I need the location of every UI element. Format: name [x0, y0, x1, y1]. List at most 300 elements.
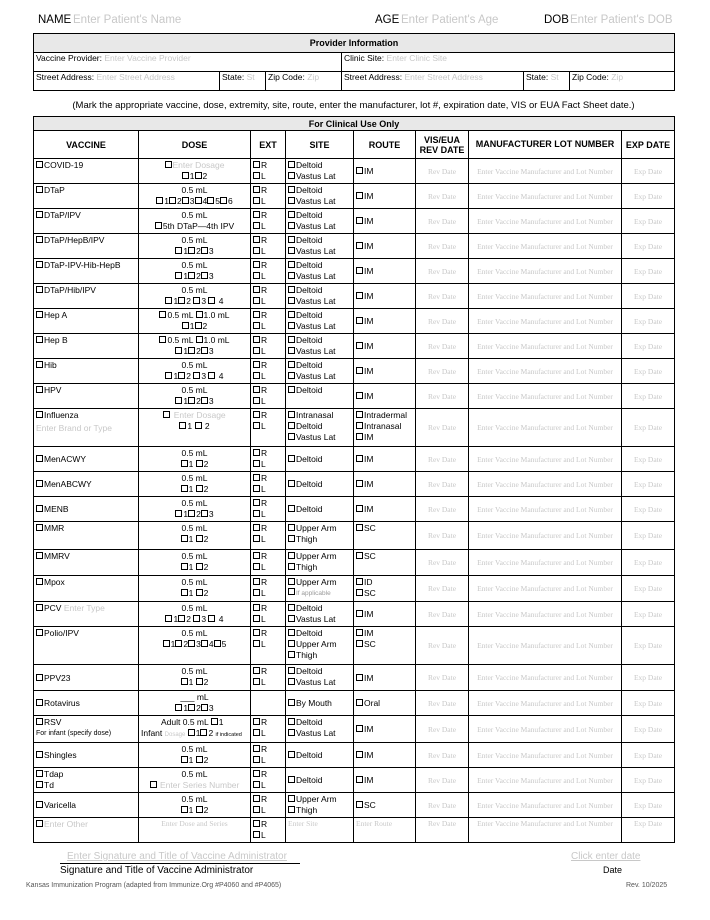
checkbox[interactable] — [253, 449, 260, 456]
rev-date-input[interactable]: Rev Date — [416, 576, 469, 602]
checkbox[interactable] — [253, 756, 260, 763]
checkbox[interactable] — [356, 552, 363, 559]
checkbox[interactable] — [356, 578, 363, 585]
checkbox[interactable] — [181, 806, 188, 813]
checkbox[interactable] — [175, 640, 182, 647]
checkbox[interactable] — [356, 699, 363, 706]
exp-date-input[interactable]: Exp Date — [622, 184, 675, 209]
checkbox[interactable] — [188, 640, 195, 647]
checkbox[interactable] — [253, 535, 260, 542]
checkbox[interactable] — [253, 485, 260, 492]
checkbox[interactable] — [182, 197, 189, 204]
checkbox[interactable] — [253, 678, 260, 685]
checkbox[interactable] — [288, 161, 295, 168]
checkbox[interactable] — [288, 578, 295, 585]
checkbox[interactable] — [193, 297, 200, 304]
checkbox[interactable] — [36, 186, 43, 193]
rev-date-input[interactable]: Rev Date — [416, 716, 469, 743]
checkbox[interactable] — [253, 563, 260, 570]
rev-date-input[interactable]: Rev Date — [416, 743, 469, 768]
rev-date-input[interactable]: Rev Date — [416, 447, 469, 472]
checkbox[interactable] — [253, 589, 260, 596]
rev-date-input[interactable]: Rev Date — [416, 234, 469, 259]
mfr-input[interactable]: Enter Vaccine Manufacturer and Lot Number — [469, 284, 622, 309]
mfr-input[interactable]: Enter Vaccine Manufacturer and Lot Number — [469, 665, 622, 691]
checkbox[interactable] — [195, 172, 202, 179]
checkbox[interactable] — [288, 286, 295, 293]
mfr-input[interactable]: Enter Vaccine Manufacturer and Lot Number — [469, 234, 622, 259]
checkbox[interactable] — [288, 197, 295, 204]
checkbox[interactable] — [288, 386, 295, 393]
patient-name-input[interactable]: Enter Patient's Name — [73, 14, 182, 26]
checkbox[interactable] — [36, 604, 43, 611]
checkbox[interactable] — [181, 756, 188, 763]
zip-input-1[interactable]: Zip — [307, 72, 320, 82]
checkbox[interactable] — [288, 588, 295, 595]
rev-date-input[interactable]: Rev Date — [416, 691, 469, 716]
checkbox[interactable] — [36, 699, 43, 706]
checkbox[interactable] — [356, 640, 363, 647]
checkbox[interactable] — [196, 589, 203, 596]
exp-date-input[interactable]: Exp Date — [622, 522, 675, 550]
checkbox[interactable] — [288, 433, 295, 440]
exp-date-input[interactable]: Exp Date — [622, 447, 675, 472]
checkbox[interactable] — [253, 795, 260, 802]
checkbox[interactable] — [356, 267, 363, 274]
mfr-input[interactable]: Enter Vaccine Manufacturer and Lot Number — [469, 716, 622, 743]
mfr-input[interactable]: Enter Vaccine Manufacturer and Lot Number — [469, 743, 622, 768]
checkbox[interactable] — [201, 704, 208, 711]
checkbox[interactable] — [195, 322, 202, 329]
checkbox[interactable] — [181, 485, 188, 492]
checkbox[interactable] — [288, 629, 295, 636]
clinic-site-input[interactable]: Enter Clinic Site — [386, 53, 447, 63]
rsv-dosage-input[interactable]: Dosage — [164, 732, 186, 738]
checkbox[interactable] — [253, 615, 260, 622]
checkbox[interactable] — [288, 247, 295, 254]
exp-date-input[interactable]: Exp Date — [622, 602, 675, 627]
exp-date-input[interactable]: Exp Date — [622, 309, 675, 334]
exp-date-input[interactable]: Exp Date — [622, 665, 675, 691]
checkbox[interactable] — [159, 311, 166, 318]
exp-date-input[interactable]: Exp Date — [622, 359, 675, 384]
checkbox[interactable] — [208, 297, 215, 304]
mfr-input[interactable]: Enter Vaccine Manufacturer and Lot Number — [469, 793, 622, 818]
checkbox[interactable] — [288, 751, 295, 758]
checkbox[interactable] — [253, 578, 260, 585]
checkbox[interactable] — [36, 552, 43, 559]
checkbox[interactable] — [188, 510, 195, 517]
checkbox[interactable] — [253, 197, 260, 204]
checkbox[interactable] — [253, 386, 260, 393]
checkbox[interactable] — [36, 361, 43, 368]
checkbox[interactable] — [175, 704, 182, 711]
checkbox[interactable] — [36, 770, 43, 777]
exp-date-input[interactable]: Exp Date — [622, 497, 675, 522]
checkbox[interactable] — [253, 261, 260, 268]
mfr-input[interactable]: Enter Vaccine Manufacturer and Lot Number — [469, 334, 622, 359]
checkbox[interactable] — [288, 455, 295, 462]
checkbox[interactable] — [159, 336, 166, 343]
checkbox[interactable] — [288, 640, 295, 647]
checkbox[interactable] — [253, 397, 260, 404]
checkbox[interactable] — [253, 781, 260, 788]
checkbox[interactable] — [253, 640, 260, 647]
checkbox[interactable] — [196, 460, 203, 467]
checkbox[interactable] — [181, 460, 188, 467]
checkbox[interactable] — [253, 745, 260, 752]
checkbox[interactable] — [253, 161, 260, 168]
rev-date-input[interactable]: Rev Date — [416, 409, 469, 447]
checkbox[interactable] — [163, 411, 170, 418]
checkbox[interactable] — [36, 161, 43, 168]
rev-date-input[interactable]: Rev Date — [416, 818, 469, 843]
checkbox[interactable] — [253, 247, 260, 254]
checkbox[interactable] — [207, 197, 214, 204]
checkbox[interactable] — [36, 718, 43, 725]
checkbox[interactable] — [288, 236, 295, 243]
checkbox[interactable] — [356, 725, 363, 732]
checkbox[interactable] — [156, 197, 163, 204]
other-route-input[interactable]: Enter Route — [354, 818, 416, 843]
checkbox[interactable] — [175, 272, 182, 279]
checkbox[interactable] — [288, 372, 295, 379]
dosage-input[interactable]: Enter Dosage — [173, 410, 226, 420]
mfr-input[interactable]: Enter Vaccine Manufacturer and Lot Number — [469, 159, 622, 184]
checkbox[interactable] — [253, 372, 260, 379]
checkbox[interactable] — [195, 422, 202, 429]
date-input[interactable]: Click enter date — [571, 851, 641, 862]
checkbox[interactable] — [288, 678, 295, 685]
checkbox[interactable] — [356, 411, 363, 418]
exp-date-input[interactable]: Exp Date — [622, 793, 675, 818]
mfr-input[interactable]: Enter Vaccine Manufacturer and Lot Number — [469, 522, 622, 550]
checkbox[interactable] — [288, 272, 295, 279]
other-dose-input[interactable]: Enter Dose and Series — [139, 818, 251, 843]
checkbox[interactable] — [36, 505, 43, 512]
patient-age-input[interactable]: Enter Patient's Age — [401, 14, 499, 26]
street-input-2[interactable]: Enter Street Address — [404, 72, 483, 82]
checkbox[interactable] — [193, 615, 200, 622]
checkbox[interactable] — [175, 510, 182, 517]
checkbox[interactable] — [253, 629, 260, 636]
rev-date-input[interactable]: Rev Date — [416, 522, 469, 550]
rev-date-input[interactable]: Rev Date — [416, 309, 469, 334]
checkbox[interactable] — [253, 806, 260, 813]
exp-date-input[interactable]: Exp Date — [622, 472, 675, 497]
checkbox[interactable] — [288, 297, 295, 304]
checkbox[interactable] — [253, 272, 260, 279]
state-input-1[interactable]: St — [246, 72, 255, 82]
checkbox[interactable] — [253, 667, 260, 674]
exp-date-input[interactable]: Exp Date — [622, 627, 675, 665]
checkbox[interactable] — [178, 615, 185, 622]
other-vaccine-input[interactable]: Enter Other — [44, 819, 88, 829]
mfr-input[interactable]: Enter Vaccine Manufacturer and Lot Number — [469, 497, 622, 522]
checkbox[interactable] — [288, 651, 295, 658]
checkbox[interactable] — [253, 361, 260, 368]
checkbox[interactable] — [288, 524, 295, 531]
checkbox[interactable] — [356, 317, 363, 324]
checkbox[interactable] — [253, 499, 260, 506]
checkbox[interactable] — [356, 776, 363, 783]
checkbox[interactable] — [253, 460, 260, 467]
checkbox[interactable] — [181, 678, 188, 685]
checkbox[interactable] — [36, 286, 43, 293]
checkbox[interactable] — [288, 729, 295, 736]
checkbox[interactable] — [208, 615, 215, 622]
rev-date-input[interactable]: Rev Date — [416, 284, 469, 309]
checkbox[interactable] — [356, 367, 363, 374]
exp-date-input[interactable]: Exp Date — [622, 716, 675, 743]
checkbox[interactable] — [288, 311, 295, 318]
checkbox[interactable] — [253, 311, 260, 318]
series-input[interactable]: Enter Series Number — [160, 780, 240, 790]
state-input-2[interactable]: St — [550, 72, 559, 82]
mfr-input[interactable]: Enter Vaccine Manufacturer and Lot Number — [469, 359, 622, 384]
exp-date-input[interactable]: Exp Date — [622, 334, 675, 359]
checkbox[interactable] — [211, 718, 218, 725]
mfr-input[interactable]: Enter Vaccine Manufacturer and Lot Number — [469, 768, 622, 793]
rev-date-input[interactable]: Rev Date — [416, 627, 469, 665]
checkbox[interactable] — [165, 161, 172, 168]
checkbox[interactable] — [165, 297, 172, 304]
brand-input[interactable]: Enter Brand or Type — [36, 423, 112, 433]
checkbox[interactable] — [193, 372, 200, 379]
checkbox[interactable] — [253, 297, 260, 304]
checkbox[interactable] — [288, 806, 295, 813]
rev-date-input[interactable]: Rev Date — [416, 384, 469, 409]
exp-date-input[interactable]: Exp Date — [622, 576, 675, 602]
checkbox[interactable] — [288, 776, 295, 783]
checkbox[interactable] — [288, 505, 295, 512]
checkbox[interactable] — [288, 563, 295, 570]
checkbox[interactable] — [356, 610, 363, 617]
checkbox[interactable] — [188, 397, 195, 404]
exp-date-input[interactable]: Exp Date — [622, 768, 675, 793]
checkbox[interactable] — [36, 411, 43, 418]
checkbox[interactable] — [288, 211, 295, 218]
checkbox[interactable] — [181, 563, 188, 570]
checkbox[interactable] — [356, 505, 363, 512]
checkbox[interactable] — [356, 433, 363, 440]
checkbox[interactable] — [288, 336, 295, 343]
checkbox[interactable] — [288, 480, 295, 487]
checkbox[interactable] — [253, 552, 260, 559]
checkbox[interactable] — [196, 485, 203, 492]
checkbox[interactable] — [253, 336, 260, 343]
checkbox[interactable] — [253, 820, 260, 827]
checkbox[interactable] — [288, 222, 295, 229]
checkbox[interactable] — [253, 322, 260, 329]
checkbox[interactable] — [356, 217, 363, 224]
checkbox[interactable] — [36, 781, 43, 788]
checkbox[interactable] — [179, 422, 186, 429]
checkbox[interactable] — [175, 347, 182, 354]
checkbox[interactable] — [288, 361, 295, 368]
checkbox[interactable] — [288, 322, 295, 329]
checkbox[interactable] — [182, 322, 189, 329]
checkbox[interactable] — [220, 197, 227, 204]
checkbox[interactable] — [188, 272, 195, 279]
rev-date-input[interactable]: Rev Date — [416, 359, 469, 384]
checkbox[interactable] — [36, 578, 43, 585]
checkbox[interactable] — [356, 192, 363, 199]
checkbox[interactable] — [253, 211, 260, 218]
checkbox[interactable] — [253, 510, 260, 517]
checkbox[interactable] — [288, 172, 295, 179]
checkbox[interactable] — [288, 261, 295, 268]
checkbox[interactable] — [196, 311, 203, 318]
checkbox[interactable] — [253, 286, 260, 293]
checkbox[interactable] — [253, 172, 260, 179]
checkbox[interactable] — [181, 535, 188, 542]
checkbox[interactable] — [196, 806, 203, 813]
checkbox[interactable] — [201, 247, 208, 254]
mfr-input[interactable]: Enter Vaccine Manufacturer and Lot Number — [469, 409, 622, 447]
checkbox[interactable] — [178, 372, 185, 379]
checkbox[interactable] — [150, 781, 157, 788]
checkbox[interactable] — [36, 261, 43, 268]
checkbox[interactable] — [196, 336, 203, 343]
mfr-input[interactable]: Enter Vaccine Manufacturer and Lot Number — [469, 309, 622, 334]
mfr-input[interactable]: Enter Vaccine Manufacturer and Lot Number — [469, 209, 622, 234]
zip-input-2[interactable]: Zip — [611, 72, 624, 82]
checkbox[interactable] — [36, 211, 43, 218]
checkbox[interactable] — [288, 699, 295, 706]
checkbox[interactable] — [155, 222, 162, 229]
checkbox[interactable] — [36, 336, 43, 343]
mfr-input[interactable]: Enter Vaccine Manufacturer and Lot Number — [469, 384, 622, 409]
street-input-1[interactable]: Enter Street Address — [96, 72, 175, 82]
checkbox[interactable] — [36, 820, 43, 827]
checkbox[interactable] — [36, 524, 43, 531]
rev-date-input[interactable]: Rev Date — [416, 184, 469, 209]
checkbox[interactable] — [356, 167, 363, 174]
checkbox[interactable] — [36, 386, 43, 393]
checkbox[interactable] — [201, 272, 208, 279]
checkbox[interactable] — [253, 718, 260, 725]
checkbox[interactable] — [36, 751, 43, 758]
checkbox[interactable] — [201, 347, 208, 354]
checkbox[interactable] — [253, 347, 260, 354]
exp-date-input[interactable]: Exp Date — [622, 284, 675, 309]
mfr-input[interactable]: Enter Vaccine Manufacturer and Lot Number — [469, 627, 622, 665]
checkbox[interactable] — [196, 756, 203, 763]
checkbox[interactable] — [214, 640, 221, 647]
checkbox[interactable] — [175, 247, 182, 254]
mfr-input[interactable]: Enter Vaccine Manufacturer and Lot Number — [469, 576, 622, 602]
checkbox[interactable] — [288, 615, 295, 622]
checkbox[interactable] — [163, 640, 170, 647]
exp-date-input[interactable]: Exp Date — [622, 159, 675, 184]
checkbox[interactable] — [288, 795, 295, 802]
checkbox[interactable] — [356, 422, 363, 429]
checkbox[interactable] — [356, 392, 363, 399]
checkbox[interactable] — [36, 311, 43, 318]
exp-date-input[interactable]: Exp Date — [622, 743, 675, 768]
checkbox[interactable] — [253, 474, 260, 481]
checkbox[interactable] — [178, 297, 185, 304]
checkbox[interactable] — [195, 197, 202, 204]
checkbox[interactable] — [36, 629, 43, 636]
pcv-type-input[interactable]: Enter Type — [63, 603, 105, 613]
checkbox[interactable] — [188, 729, 195, 736]
checkbox[interactable] — [208, 372, 215, 379]
rev-date-input[interactable]: Rev Date — [416, 550, 469, 576]
exp-date-input[interactable]: Exp Date — [622, 691, 675, 716]
checkbox[interactable] — [288, 411, 295, 418]
checkbox[interactable] — [182, 172, 189, 179]
mfr-input[interactable]: Enter Vaccine Manufacturer and Lot Number — [469, 184, 622, 209]
checkbox[interactable] — [165, 615, 172, 622]
rev-date-input[interactable]: Rev Date — [416, 159, 469, 184]
checkbox[interactable] — [36, 236, 43, 243]
checkbox[interactable] — [201, 397, 208, 404]
mfr-input[interactable]: Enter Vaccine Manufacturer and Lot Number — [469, 447, 622, 472]
checkbox[interactable] — [36, 455, 43, 462]
exp-date-input[interactable]: Exp Date — [622, 209, 675, 234]
checkbox[interactable] — [356, 751, 363, 758]
checkbox[interactable] — [288, 667, 295, 674]
checkbox[interactable] — [253, 422, 260, 429]
exp-date-input[interactable]: Exp Date — [622, 409, 675, 447]
dosage-input[interactable]: Enter Dosage — [172, 160, 225, 170]
mfr-input[interactable]: Enter Vaccine Manufacturer and Lot Number — [469, 259, 622, 284]
checkbox[interactable] — [288, 604, 295, 611]
checkbox[interactable] — [253, 236, 260, 243]
checkbox[interactable] — [201, 640, 208, 647]
mfr-input[interactable]: Enter Vaccine Manufacturer and Lot Number — [469, 691, 622, 716]
checkbox[interactable] — [196, 535, 203, 542]
mfr-input[interactable]: Enter Vaccine Manufacturer and Lot Number — [469, 472, 622, 497]
mfr-input[interactable]: Enter Vaccine Manufacturer and Lot Number — [469, 818, 622, 843]
checkbox[interactable] — [356, 674, 363, 681]
checkbox[interactable] — [288, 552, 295, 559]
vaccine-provider-input[interactable]: Enter Vaccine Provider — [104, 53, 191, 63]
checkbox[interactable] — [175, 397, 182, 404]
checkbox[interactable] — [36, 480, 43, 487]
checkbox[interactable] — [253, 831, 260, 838]
exp-date-input[interactable]: Exp Date — [622, 550, 675, 576]
checkbox[interactable] — [288, 186, 295, 193]
rev-date-input[interactable]: Rev Date — [416, 472, 469, 497]
checkbox[interactable] — [356, 589, 363, 596]
signature-input[interactable]: Enter Signature and Title of Vaccine Administrator — [67, 851, 287, 862]
checkbox[interactable] — [253, 411, 260, 418]
checkbox[interactable] — [188, 347, 195, 354]
checkbox[interactable] — [196, 563, 203, 570]
mfr-input[interactable]: Enter Vaccine Manufacturer and Lot Number — [469, 602, 622, 627]
rev-date-input[interactable]: Rev Date — [416, 665, 469, 691]
checkbox[interactable] — [165, 372, 172, 379]
checkbox[interactable] — [188, 247, 195, 254]
checkbox[interactable] — [201, 510, 208, 517]
checkbox[interactable] — [356, 342, 363, 349]
checkbox[interactable] — [356, 629, 363, 636]
checkbox[interactable] — [253, 186, 260, 193]
checkbox[interactable] — [356, 480, 363, 487]
checkbox[interactable] — [181, 589, 188, 596]
exp-date-input[interactable]: Exp Date — [622, 234, 675, 259]
rev-date-input[interactable]: Rev Date — [416, 259, 469, 284]
checkbox[interactable] — [356, 455, 363, 462]
checkbox[interactable] — [288, 535, 295, 542]
patient-dob-input[interactable]: Enter Patient's DOB — [570, 14, 673, 26]
checkbox[interactable] — [253, 729, 260, 736]
checkbox[interactable] — [36, 674, 43, 681]
checkbox[interactable] — [253, 604, 260, 611]
